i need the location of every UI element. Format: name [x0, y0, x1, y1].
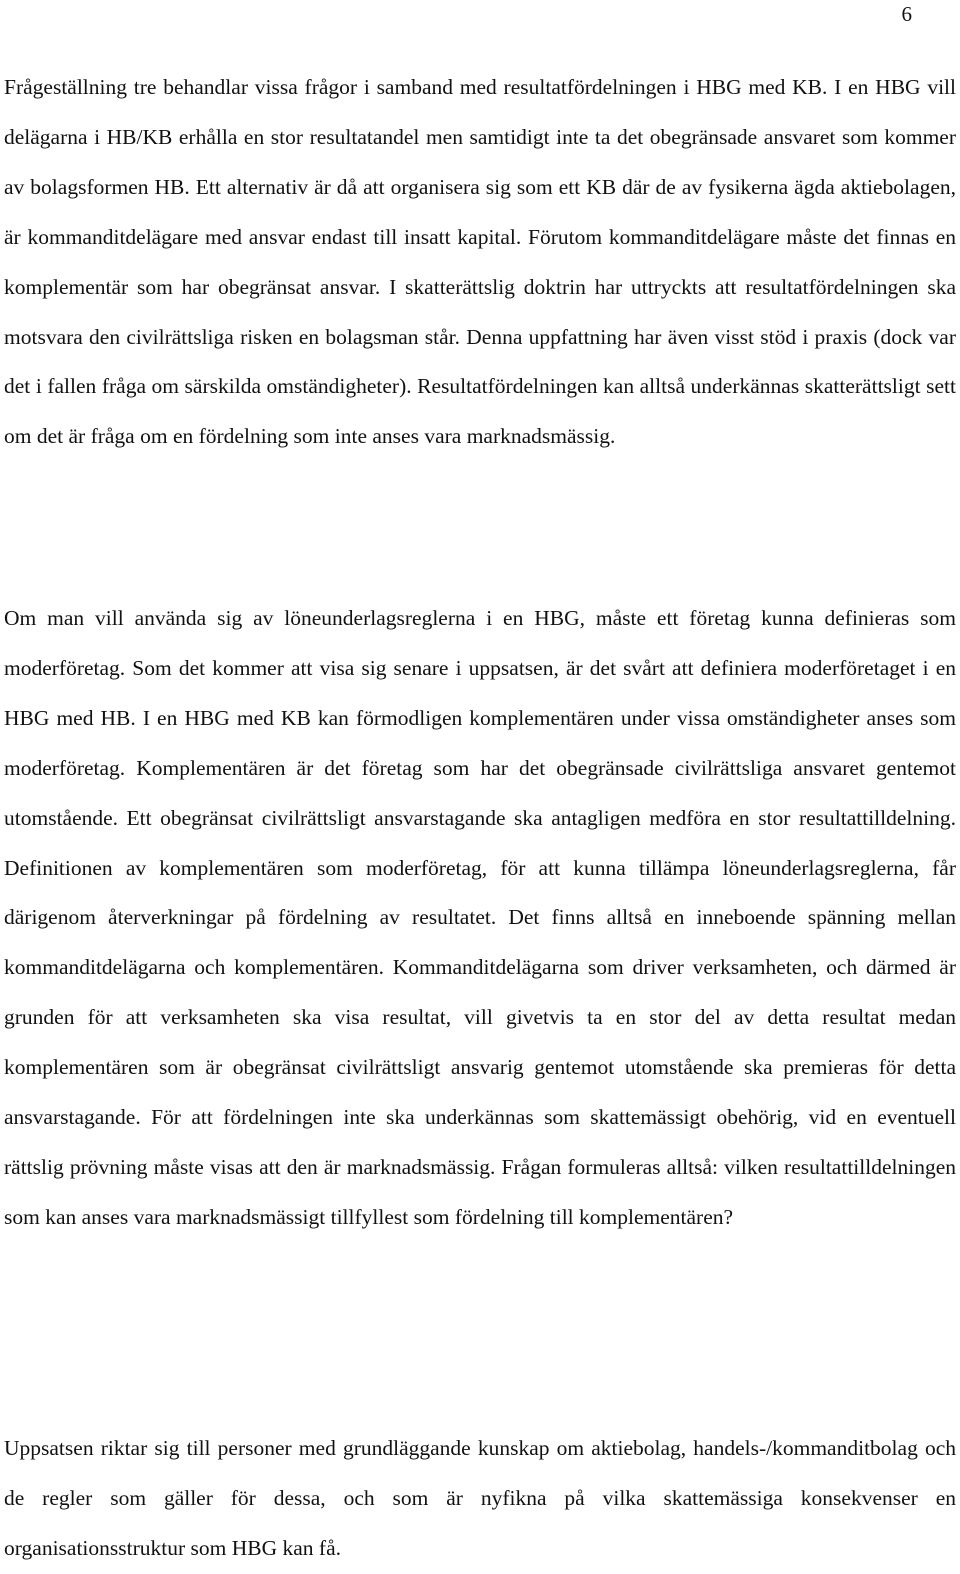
page-number: 6: [901, 2, 912, 26]
paragraph-parent-company-definition: Om man vill använda sig av löneunderlagsreglerna i en HBG, måste ett företag kunna definieras som moderföretag. Som det kommer att visa sig senare i uppsatsen, är det svårt att definiera moderföretaget i en HBG med HB. I en HBG med KB kan förmodligen komplementären under vissa omständigheter anses som moderföretag. Komplementären är det företag som har det obegränsade civilrättsliga ansvaret gentemot utomstående. Ett obegränsat civilrättsligt ansvarstagande ska antagligen medföra en stor resultattilldelning. Definitionen av komplementären som moderföretag, för att kunna tillämpa löneunderlagsreglerna, får därigenom återverkningar på fördelning av resultatet. Det finns alltså en inneboende spänning mellan kommanditdelägarna och komplementären. Kommanditdelägarna som driver verksamheten, och därmed är grunden för att verksamheten ska visa resultat, vill givetvis ta en stor del av detta resultat medan komplementären som är obegränsat civilrättsligt ansvarig gentemot utomstående ska premieras för detta ansvarstagande. För att fördelningen inte ska underkännas som skattemässigt obehörig, vid en eventuell rättslig prövning måste visas att den är marknadsmässig. Frågan formuleras alltså: vilken resultattilldelningen som kan anses vara marknadsmässigt tillfyllest som fördelning till komplementären?: [4, 606, 956, 1229]
paragraph-research-question-three: Frågeställning tre behandlar vissa frågor i samband med resultatfördelningen i HBG med KB. I en HBG vill delägarna i HB/KB erhålla en stor resultatandel men samtidigt inte ta det obegränsade ansvaret som kommer av bolagsformen HB. Ett alternativ är då att organisera sig som ett KB där de av fysikerna ägda aktiebolagen, är kommanditdelägare med ansvar endast till insatt kapital. Förutom kommanditdelägare måste det finnas en komplementär som har obegränsat ansvar. I skatterättslig doktrin har uttryckts att resultatfördelningen ska motsvara den civilrättsliga risken en bolagsman står. Denna uppfattning har även visst stöd i praxis (dock var det i fallen fråga om särskilda omständigheter). Resultatfördelningen kan alltså underkännas skatterättsligt sett om det är fråga om en fördelning som inte anses vara marknadsmässig.: [4, 75, 956, 449]
paragraph-target-audience: Uppsatsen riktar sig till personer med grundläggande kunskap om aktiebolag, handels-/kommanditbolag och de regler som gäller för dessa, och som är nyfikna på vilka skattemässiga konsekvenser en organisationsstruktur som HBG kan få.: [4, 1436, 956, 1560]
